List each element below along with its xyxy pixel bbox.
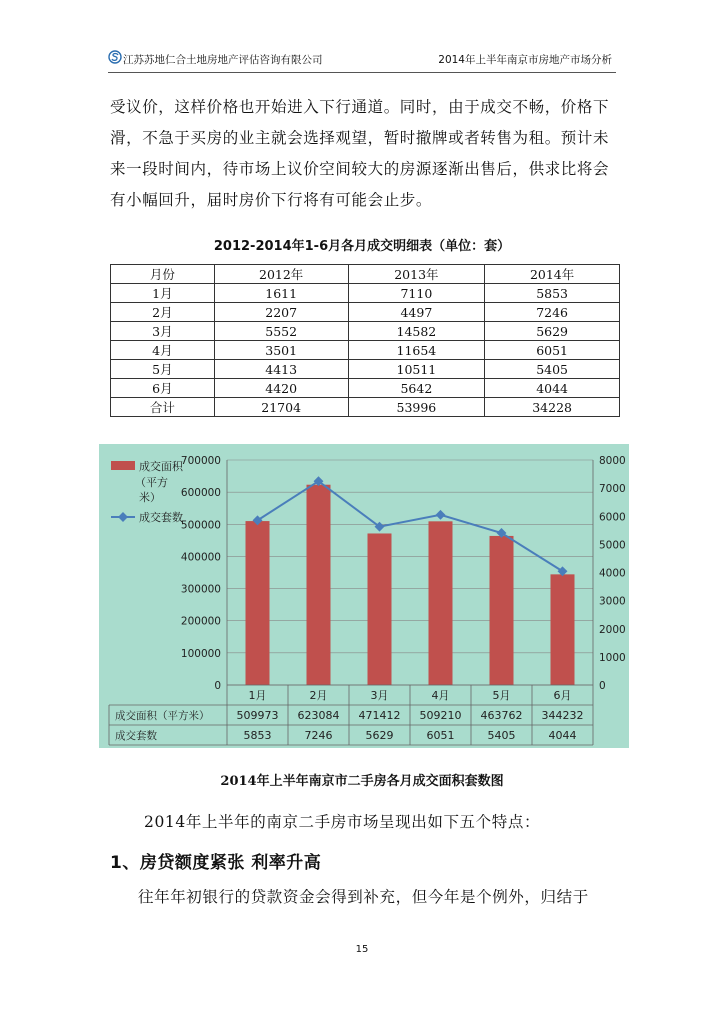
table-row	[111, 284, 620, 303]
table-cell: 5405	[485, 360, 620, 379]
data-label: 5853	[243, 729, 272, 742]
table-row	[111, 322, 620, 341]
table-cell: 5853	[485, 284, 620, 303]
table-row	[111, 341, 620, 360]
y-left-tick-label: 700000	[180, 455, 221, 467]
section-heading: 1、房贷额度紧张 利率升高	[110, 853, 322, 873]
x-tick-label: 3月	[370, 689, 389, 702]
table-header-cell: 月份	[111, 265, 215, 284]
data-label: 509210	[419, 709, 462, 722]
legend-label-area: 成交面积	[139, 460, 183, 473]
y-right-tick-label: 0	[599, 680, 606, 692]
bar	[429, 521, 453, 685]
table-cell: 6051	[485, 341, 620, 360]
y-left-tick-label: 200000	[180, 615, 221, 628]
page-number: 15	[355, 944, 369, 955]
table-cell: 14582	[348, 322, 485, 341]
table-cell: 4497	[348, 303, 485, 322]
transaction-table	[110, 264, 620, 417]
table-row	[111, 379, 620, 398]
table-cell: 6月	[111, 379, 215, 398]
table-cell: 4044	[485, 379, 620, 398]
company-logo-icon	[108, 50, 122, 64]
y-right-tick-label: 7000	[599, 483, 626, 496]
y-right-tick-label: 4000	[599, 567, 626, 580]
table-cell: 3501	[214, 341, 348, 360]
y-left-tick-label: 300000	[180, 583, 221, 596]
y-left-tick-label: 500000	[180, 519, 221, 532]
bar	[307, 485, 331, 685]
area-volume-chart	[99, 444, 629, 748]
x-tick-label: 5月	[492, 689, 511, 702]
table-cell: 4月	[111, 341, 215, 360]
table-cell: 5552	[214, 322, 348, 341]
y-right-tick-label: 1000	[599, 651, 626, 664]
data-label: 4044	[548, 729, 577, 742]
company-name: 江苏苏地仁合土地房地产评估咨询有限公司	[123, 54, 323, 66]
data-label: 509973	[236, 709, 279, 722]
data-label: 463762	[480, 709, 523, 722]
y-right-tick-label: 8000	[599, 455, 626, 467]
table-row	[111, 303, 620, 322]
data-table-row-label: 成交面积（平方米）	[115, 710, 210, 722]
table-cell: 7246	[485, 303, 620, 322]
y-left-tick-label: 100000	[180, 647, 221, 660]
table-cell: 21704	[214, 398, 348, 417]
x-tick-label: 2月	[309, 689, 328, 702]
y-right-tick-label: 6000	[599, 511, 626, 524]
y-left-tick-label: 0	[214, 680, 221, 692]
table-cell: 3月	[111, 322, 215, 341]
table-row	[111, 360, 620, 379]
legend-label-area: 米）	[139, 491, 161, 504]
table-cell: 53996	[348, 398, 485, 417]
table-header-cell: 2012年	[214, 265, 348, 284]
y-left-tick-label: 400000	[180, 551, 221, 564]
data-label: 344232	[541, 709, 584, 722]
table-cell: 合计	[111, 398, 215, 417]
data-label: 5629	[365, 729, 394, 742]
paragraph-summary: 2014年上半年的南京二手房市场呈现出如下五个特点：	[144, 813, 541, 831]
table-cell: 4420	[214, 379, 348, 398]
table-cell: 10511	[348, 360, 485, 379]
data-label: 7246	[304, 729, 333, 742]
table-title: 2012-2014年1-6月各月成交明细表（单位：套）	[213, 239, 511, 254]
legend-label-area: （平方	[135, 476, 168, 489]
table-header-cell: 2014年	[485, 265, 620, 284]
data-label: 471412	[358, 709, 401, 722]
table-cell: 1月	[111, 284, 215, 303]
data-label: 5405	[487, 729, 516, 742]
table-cell: 7110	[348, 284, 485, 303]
paragraph-body: 往年年初银行的贷款资金会得到补充，但今年是个例外，归结于	[138, 888, 589, 906]
x-tick-label: 6月	[553, 689, 572, 702]
data-table-row-label: 成交套数	[115, 730, 157, 742]
bar	[246, 521, 270, 685]
table-header-row	[111, 265, 620, 284]
bar	[490, 536, 514, 685]
data-label: 6051	[426, 729, 455, 742]
chart-svg	[99, 444, 629, 748]
table-cell: 5629	[485, 322, 620, 341]
bar	[551, 574, 575, 685]
x-tick-label: 4月	[431, 689, 450, 702]
table-cell: 5月	[111, 360, 215, 379]
legend-label-count: 成交套数	[139, 511, 183, 524]
x-tick-label: 1月	[248, 689, 267, 702]
table-cell: 2207	[214, 303, 348, 322]
y-right-tick-label: 3000	[599, 595, 626, 608]
bar	[368, 533, 392, 685]
table-cell: 11654	[348, 341, 485, 360]
chart-title: 2014年上半年南京市二手房各月成交面积套数图	[220, 774, 504, 789]
report-title: 2014年上半年南京市房地产市场分析	[438, 54, 612, 66]
legend-swatch-bar	[111, 461, 135, 470]
table-cell: 2月	[111, 303, 215, 322]
y-right-tick-label: 5000	[599, 539, 626, 552]
table-cell: 5642	[348, 379, 485, 398]
table-cell: 4413	[214, 360, 348, 379]
table-total-row	[111, 398, 620, 417]
data-label: 623084	[297, 709, 340, 722]
y-right-tick-label: 2000	[599, 623, 626, 636]
page-header	[108, 46, 616, 73]
chart-background	[99, 444, 629, 748]
table-cell: 1611	[214, 284, 348, 303]
table-cell: 34228	[485, 398, 620, 417]
table-header-cell: 2013年	[348, 265, 485, 284]
paragraph-intro: 受议价，这样价格也开始进入下行通道。同时，由于成交不畅，价格下滑，不急于买房的业主就会选择观望，暂时撤牌或者转售为租。预计未来一段时间内，待市场上议价空间较大的房源逐渐出售后，供求比将会有小幅回升，届时房价下行将有可能会止步。	[110, 98, 610, 209]
y-left-tick-label: 600000	[180, 487, 221, 500]
